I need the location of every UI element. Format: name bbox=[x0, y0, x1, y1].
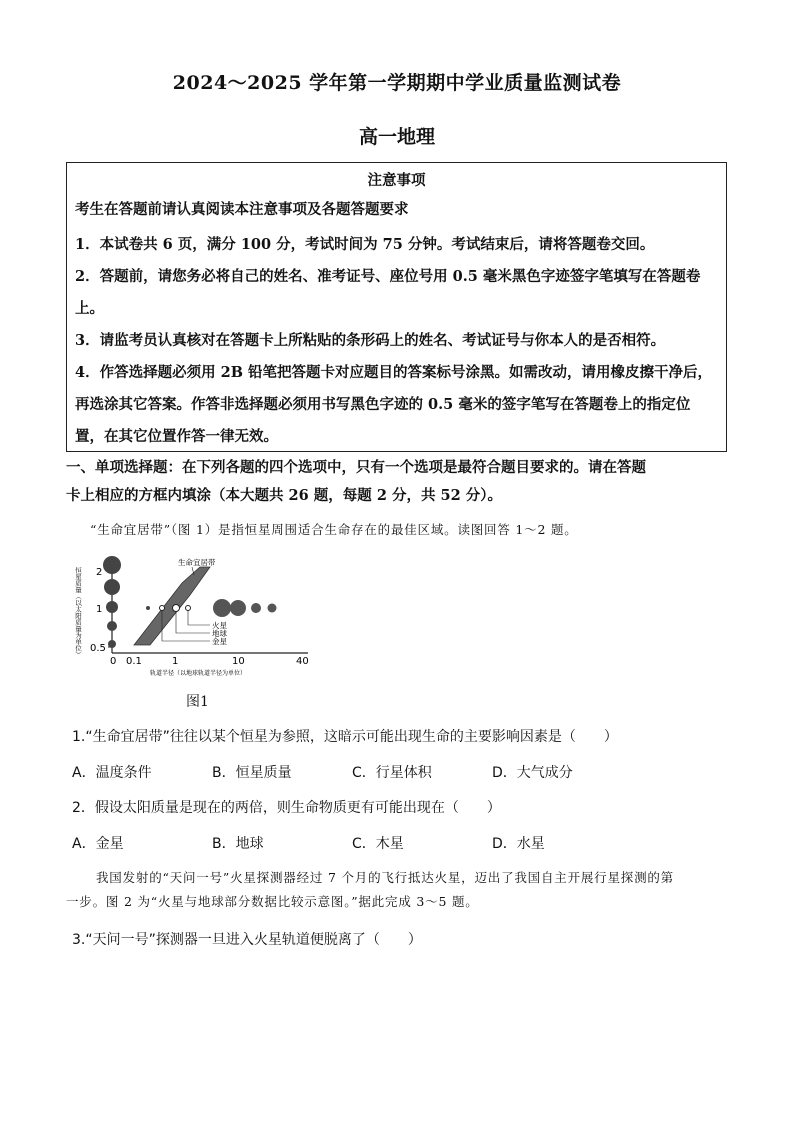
y-tick-label: 2 bbox=[96, 567, 103, 578]
star-dot bbox=[108, 640, 116, 648]
y-axis-label: 恒星质量（以太阳质量为单位） bbox=[74, 567, 82, 658]
question-2-stem: 2．假设太阳质量是现在的两倍，则生命物质更有可能出现在（ ） bbox=[72, 800, 501, 816]
x-tick-label: 0 bbox=[110, 656, 117, 667]
question-1-stem: 1.“生命宜居带”往往以某个恒星为参照，这暗示可能出现生命的主要影响因素是（ ） bbox=[72, 729, 618, 745]
notice-intro: 考生在答题前请认真阅读本注意事项及各题答题要求 bbox=[75, 201, 409, 218]
x-tick-label: 1 bbox=[172, 656, 179, 667]
section-heading-line2: 卡上相应的方框内填涂（本大题共 26 题，每题 2 分，共 52 分）。 bbox=[66, 487, 502, 504]
star-dot bbox=[103, 556, 121, 574]
option-d[interactable]: D．水星 bbox=[492, 836, 545, 852]
notice-item: 1．本试卷共 6 页，满分 100 分，考试时间为 75 分钟。考试结束后，请将答题卷交回。 bbox=[75, 236, 655, 253]
figure-caption: 图1 bbox=[186, 694, 209, 710]
habitable-zone-label: 生命宜居带 bbox=[178, 558, 216, 567]
option-c[interactable]: C．行星体积 bbox=[352, 765, 432, 781]
notice-item: 3．请监考员认真核对在答题卡上所粘贴的条形码上的姓名、考试证号与你本人的是否相符。 bbox=[75, 332, 666, 349]
planet-dot bbox=[251, 603, 261, 613]
passage-1: “生命宜居带”（图 1）是指恒星周围适合生命存在的最佳区域。读图回答 1～2 题。 bbox=[90, 522, 578, 537]
planet-dot bbox=[186, 606, 191, 611]
option-d[interactable]: D．大气成分 bbox=[492, 765, 573, 781]
planet-dot bbox=[160, 606, 165, 611]
planet-dot bbox=[146, 606, 150, 610]
y-tick-label: 1 bbox=[96, 604, 103, 615]
option-b[interactable]: B．恒星质量 bbox=[212, 765, 292, 781]
y-tick-label: 0.5 bbox=[90, 643, 106, 654]
option-a[interactable]: A．温度条件 bbox=[72, 765, 152, 781]
planet-label-earth: 地球 bbox=[212, 629, 227, 638]
planet-dot bbox=[213, 599, 231, 617]
planet-label-venus: 金星 bbox=[212, 637, 227, 646]
x-tick-label: 10 bbox=[232, 656, 245, 667]
option-b[interactable]: B．地球 bbox=[212, 836, 264, 852]
planet-dot bbox=[268, 604, 277, 613]
planet-dot bbox=[230, 600, 246, 616]
star-dot bbox=[107, 621, 117, 631]
x-axis-label: 轨道半径（以地球轨道半径为单位） bbox=[150, 670, 247, 677]
question-2-options bbox=[72, 833, 712, 853]
exam-title: 2024～2025 学年第一学期期中学业质量监测试卷 bbox=[172, 72, 622, 94]
habitable-zone-figure bbox=[70, 553, 310, 678]
star-dot bbox=[104, 579, 120, 595]
passage-2-line1: 我国发射的“天问一号”火星探测器经过 7 个月的飞行抵达火星，迈出了我国自主开展行星探测的第 bbox=[96, 870, 674, 885]
section-heading-line1: 一、单项选择题：在下列各题的四个选项中，只有一个选项是最符合题目要求的。请在答题 bbox=[66, 459, 646, 476]
subject-title: 高一地理 bbox=[358, 126, 435, 148]
star-dot bbox=[106, 601, 118, 613]
option-a[interactable]: A．金星 bbox=[72, 836, 124, 852]
planet-dot bbox=[173, 605, 180, 612]
passage-2-line2: 一步。图 2 为“火星与地球部分数据比较示意图。”据此完成 3～5 题。 bbox=[66, 894, 479, 909]
option-c[interactable]: C．木星 bbox=[352, 836, 404, 852]
planet-label-mars: 火星 bbox=[212, 621, 227, 630]
x-tick-label: 40 bbox=[296, 656, 309, 667]
notice-item: 4．作答选择题必须用 2B 铅笔把答题卡对应题目的答案标号涂黑。如需改动，请用橡皮擦干净后，再选涂其它答案。作答非选择题必须用书写黑色字迹的 0.5 毫米的签字笔写在答题卷上的指定位置，在其它位置作答一律无效。 bbox=[75, 364, 713, 445]
notice-item: 2．答题前，请您务必将自己的姓名、准考证号、座位号用 0.5 毫米黑色字迹签字笔填写在答题卷上。 bbox=[75, 268, 701, 317]
question-3-stem: 3.“天问一号”探测器一旦进入火星轨道便脱离了（ ） bbox=[72, 932, 422, 948]
notice-box bbox=[66, 162, 727, 452]
notice-heading: 注意事项 bbox=[367, 172, 426, 189]
question-1-options bbox=[72, 762, 712, 782]
x-tick-label: 0.1 bbox=[126, 656, 142, 667]
